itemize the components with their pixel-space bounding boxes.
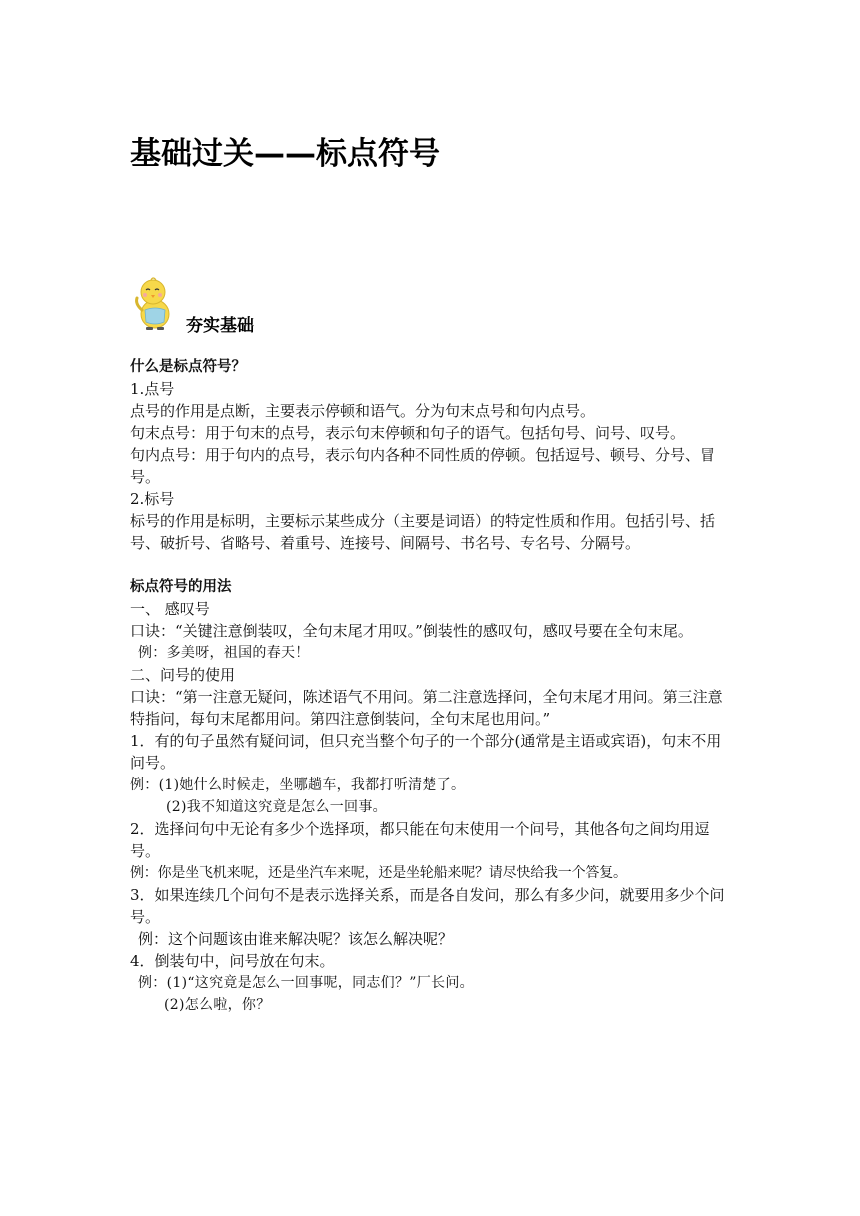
heading-usage: 标点符号的用法 xyxy=(130,579,232,595)
example-line: (2)怎么啦，你？ xyxy=(164,997,271,1013)
example-line: 例：你是坐飞机来呢，还是坐汽车来呢，还是坐轮船来呢？请尽快给我一个答复。 xyxy=(130,865,627,881)
cartoon-chick-icon xyxy=(131,276,179,332)
paragraph: 2．选择问句中无论有多少个选择项，都只能在句末使用一个问号，其他各句之间均用逗号。 xyxy=(130,820,710,860)
paragraph: 4．倒装句中，问号放在句末。 xyxy=(130,952,335,970)
spacer xyxy=(130,554,732,576)
paragraph: 句末点号：用于句末的点号，表示句末停顿和句子的语气。包括句号、问号、叹号。 xyxy=(130,424,686,442)
paragraph: 句内点号：用于句内的点号，表示句内各种不同性质的停顿。包括逗号、顿号、分号、冒号。 xyxy=(130,446,716,486)
example-line: 例：(1)“这究竟是怎么一回事呢，同志们？”厂长问。 xyxy=(138,975,474,991)
example-line: 例：(1)她什么时候走，坐哪趟车，我都打听清楚了。 xyxy=(130,777,466,793)
paragraph: 1.点号 xyxy=(130,380,175,398)
paragraph: 标号的作用是标明，主要标示某些成分（主要是词语）的特定性质和作用。包括引号、括号、破折号、省略号、着重号、连接号、间隔号、书名号、专名号、分隔号。 xyxy=(130,512,716,552)
example-line: (2)我不知道这究竟是怎么一回事。 xyxy=(166,799,387,815)
example-line: 例：多美呀，祖国的春天！ xyxy=(138,645,310,661)
paragraph: 点号的作用是点断，主要表示停顿和语气。分为句末点号和句内点号。 xyxy=(130,402,596,420)
paragraph: 口诀：“第一注意无疑问，陈述语气不用问。第二注意选择问，全句末尾才用问。第三注意特指问，每句末尾都用问。第四注意倒装问，全句末尾也用问。” xyxy=(130,688,723,728)
document-body xyxy=(130,356,732,1016)
paragraph: 口诀：“关键注意倒装叹，全句末尾才用叹。”倒装性的感叹句，感叹号要在全句末尾。 xyxy=(130,622,693,640)
paragraph: 2.标号 xyxy=(130,490,175,508)
example-line: 例：这个问题该由谁来解决呢？该怎么解决呢？ xyxy=(138,930,454,948)
paragraph: 一、 感叹号 xyxy=(130,600,210,618)
heading-what-is-punctuation: 什么是标点符号？ xyxy=(130,359,246,375)
paragraph: 二、问号的使用 xyxy=(130,666,236,684)
section-label: 夯实基础 xyxy=(186,316,254,336)
paragraph: 3．如果连续几个问句不是表示选择关系，而是各自发问，那么有多少问，就要用多少个问号。 xyxy=(130,886,725,926)
page-title: 基础过关——标点符号 xyxy=(130,136,440,172)
paragraph: 1．有的句子虽然有疑问词，但只充当整个句子的一个部分(通常是主语或宾语)，句末不用问号。 xyxy=(130,732,722,772)
